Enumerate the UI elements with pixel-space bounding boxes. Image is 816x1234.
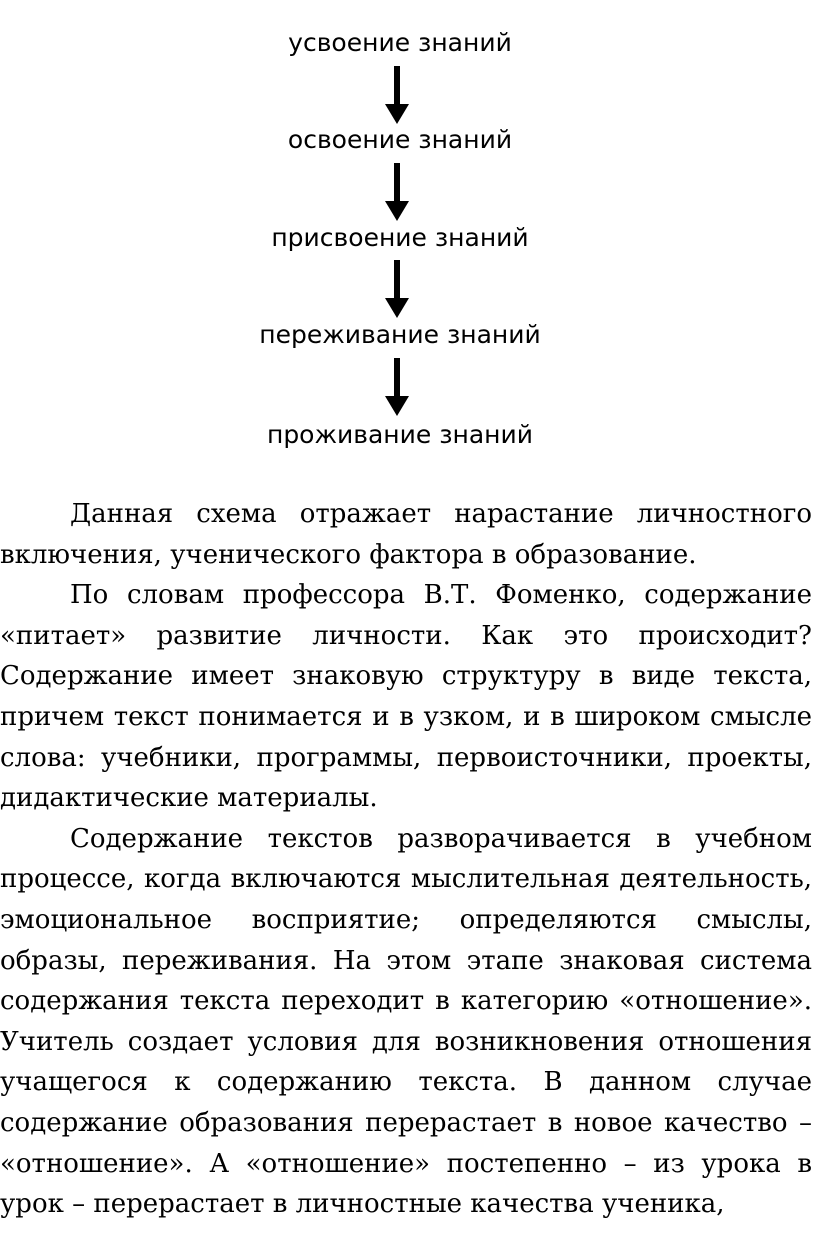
paragraph: По словам профессора В.Т. Фоменко, содержание «питает» развитие личности. Как это происходит? Содержание имеет знаковую структуру в виде текста, причем текст понимается и в узком, и в широком смысле слова: учебники, программы, первоисточники, проекты, дидактические материалы.	[0, 580, 812, 814]
body-text	[0, 494, 812, 1225]
scheme-step-living: проживание знаний	[266, 420, 534, 449]
scheme-step-assimilation: усвоение знаний	[288, 28, 512, 57]
down-arrow-icon	[385, 358, 409, 416]
paragraph: Данная схема отражает нарастание личностного включения, ученического фактора в образование.	[0, 499, 812, 570]
scheme-step-mastering: освоение знаний	[287, 125, 513, 154]
scheme-step-experiencing: переживание знаний	[259, 320, 541, 349]
knowledge-scheme	[0, 0, 816, 470]
scheme-step-appropriation: присвоение знаний	[271, 223, 529, 252]
down-arrow-icon	[385, 66, 409, 124]
paragraph: Содержание текстов разворачивается в учебном процессе, когда включаются мыслительная деятельность, эмоциональное восприятие; определяются смыслы, образы, переживания. На этом этапе знаковая система содержания текста переходит в категорию «отношение». Учитель создает условия для возникновения отношения учащегося к содержанию текста. В данном случае содержание образования перерастает в новое качество – «отношение». А «отношение» постепенно – из урока в урок – перерастает в личностные качества ученика,	[0, 823, 812, 1220]
down-arrow-icon	[385, 163, 409, 221]
down-arrow-icon	[385, 260, 409, 318]
